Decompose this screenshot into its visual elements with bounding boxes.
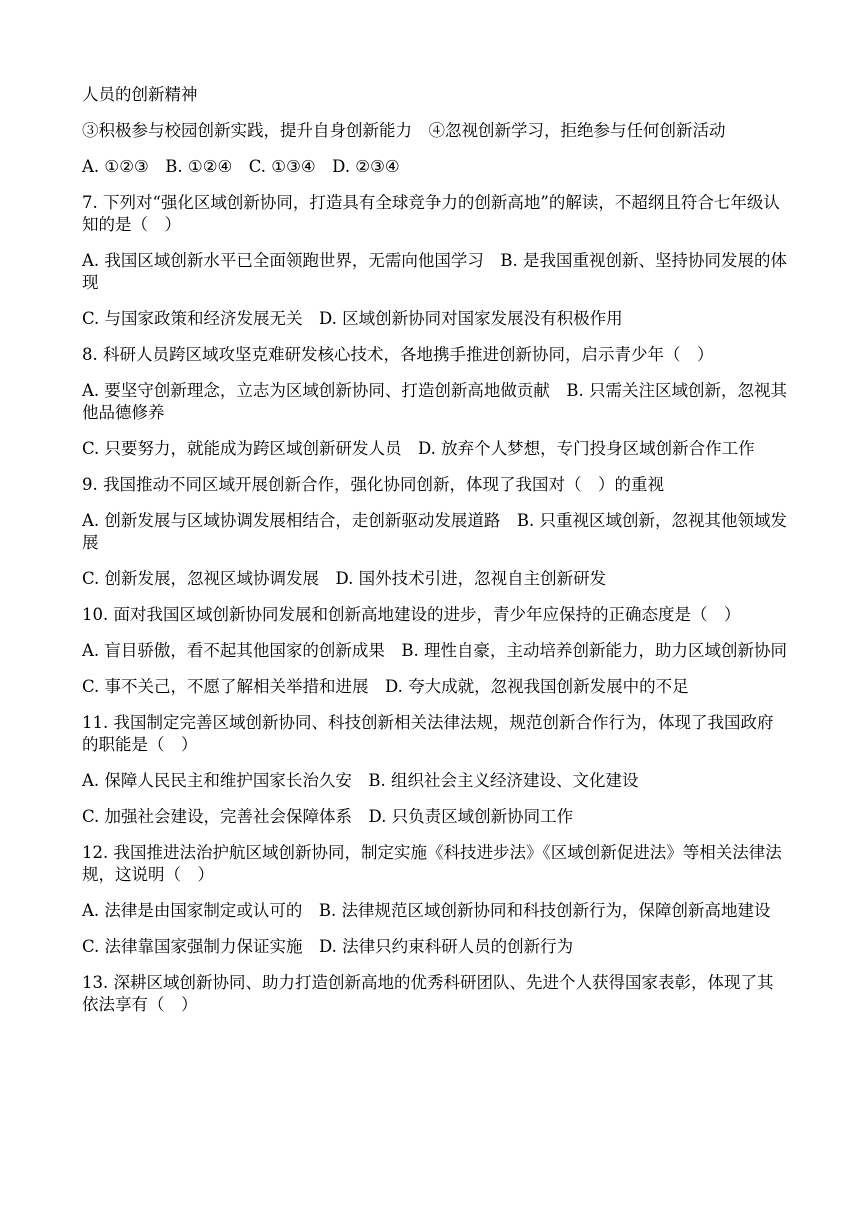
option-line: C. 法律靠国家强制力保证实施 D. 法律只约束科研人员的创新行为	[82, 937, 574, 956]
question-9: 9. 我国推动不同区域开展创新合作，强化协同创新，体现了我国对（ ）的重视	[82, 475, 664, 494]
document-page	[82, 80, 788, 1016]
option-line: C. 只要努力，就能成为跨区域创新研发人员 D. 放弃个人梦想，专门投身区域创新合作工作	[82, 439, 755, 458]
question-13: 13. 深耕区域创新协同、助力打造创新高地的优秀科研团队、先进个人获得国家表彰，体现了其依法享有（ ）	[82, 973, 774, 1014]
question-12: 12. 我国推进法治护航区域创新协同，制定实施《科技进步法》《区域创新促进法》等相关法律法规，这说明（ ）	[82, 843, 782, 884]
option-line: A. 保障人民民主和维护国家长治久安 B. 组织社会主义经济建设、文化建设	[82, 771, 639, 790]
text-line: 人员的创新精神	[82, 85, 198, 104]
option-line: A. 我国区域创新水平已全面领跑世界，无需向他国学习 B. 是我国重视创新、坚持协同发展的体现	[82, 251, 788, 292]
answer-options: A. ①②③ B. ①②④ C. ①③④ D. ②③④	[82, 157, 400, 176]
option-line: C. 与国家政策和经济发展无关 D. 区域创新协同对国家发展没有积极作用	[82, 309, 623, 328]
option-line: A. 法律是由国家制定或认可的 B. 法律规范区域创新协同和科技创新行为，保障创新高地建设	[82, 901, 771, 920]
question-7: 7. 下列对“强化区域创新协同，打造具有全球竞争力的创新高地”的解读，不超纲且符合七年级认知的是（ ）	[82, 193, 780, 234]
option-line: C. 加强社会建设，完善社会保障体系 D. 只负责区域创新协同工作	[82, 807, 574, 826]
question-10: 10. 面对我国区域创新协同发展和创新高地建设的进步，青少年应保持的正确态度是（ ）	[82, 605, 741, 624]
question-11: 11. 我国制定完善区域创新协同、科技创新相关法律法规，规范创新合作行为，体现了我国政府的职能是（ ）	[82, 713, 774, 754]
option-line: C. 事不关己，不愿了解相关举措和进展 D. 夸大成就，忽视我国创新发展中的不足	[82, 677, 689, 696]
option-line: A. 盲目骄傲，看不起其他国家的创新成果 B. 理性自豪，主动培养创新能力，助力区域创新协同	[82, 641, 788, 660]
text-line: ③积极参与校园创新实践，提升自身创新能力 ④忽视创新学习，拒绝参与任何创新活动	[82, 121, 726, 140]
option-line: C. 创新发展，忽视区域协调发展 D. 国外技术引进，忽视自主创新研发	[82, 569, 607, 588]
question-8: 8. 科研人员跨区域攻坚克难研发核心技术，各地携手推进创新协同，启示青少年（ ）	[82, 345, 714, 364]
option-line: A. 创新发展与区域协调发展相结合，走创新驱动发展道路 B. 只重视区域创新，忽视其他领域发展	[82, 511, 788, 552]
option-line: A. 要坚守创新理念，立志为区域创新协同、打造创新高地做贡献 B. 只需关注区域创新，忽视其他品德修养	[82, 381, 788, 422]
